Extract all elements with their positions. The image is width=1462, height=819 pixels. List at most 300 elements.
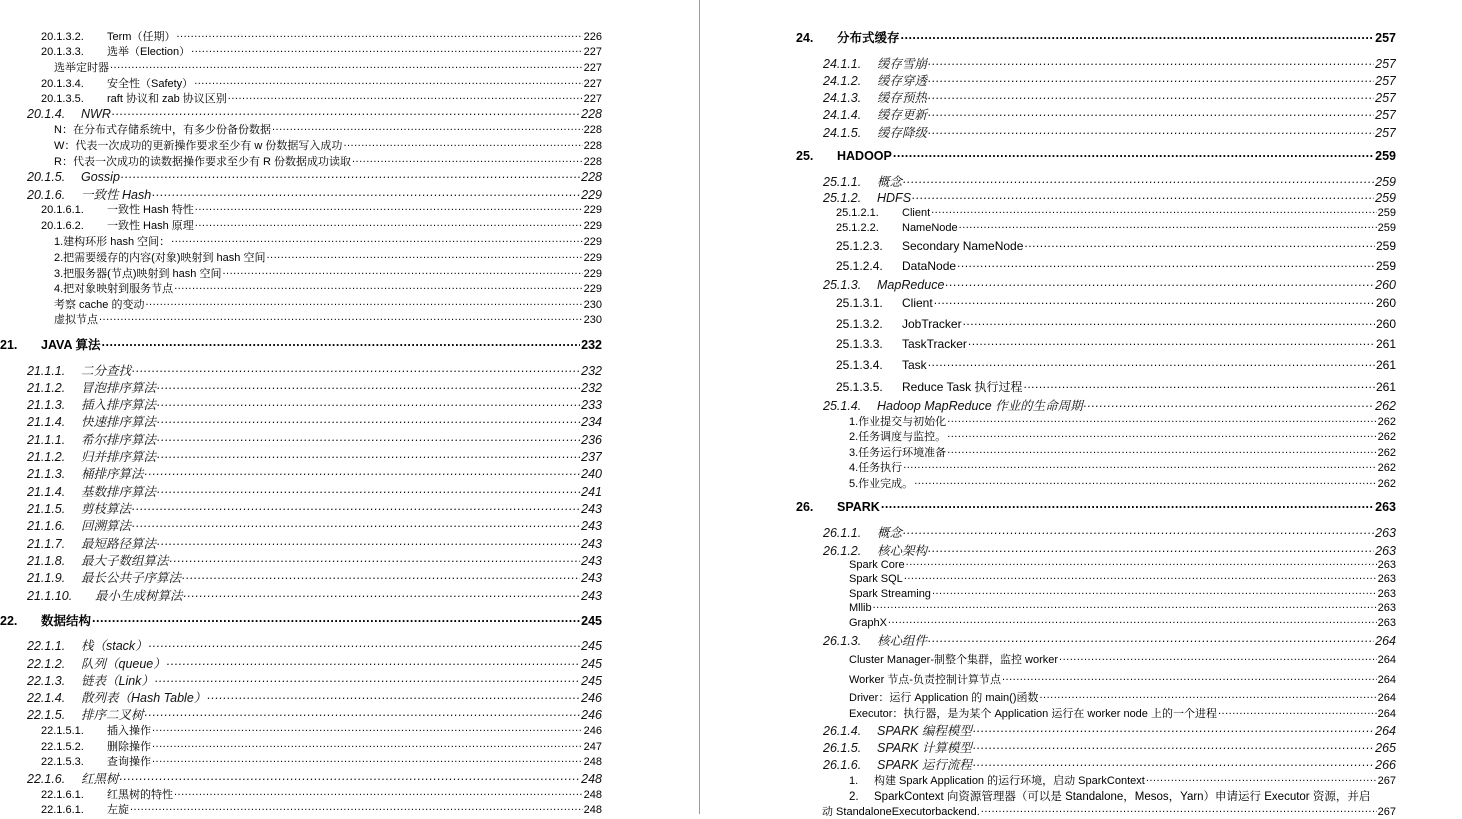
toc-entry-title: Executor：执行器，是为某个 Application 运行在 worker node 上的一个进程 bbox=[849, 708, 1217, 720]
toc-entry[interactable] bbox=[27, 568, 602, 586]
dot-leader bbox=[1024, 238, 1375, 250]
toc-entry[interactable] bbox=[849, 788, 1396, 804]
toc-entry[interactable] bbox=[849, 772, 1396, 788]
toc-page-number: 263 bbox=[1377, 559, 1396, 571]
toc-entry-number: 21.1.4. bbox=[27, 415, 66, 429]
toc-entry[interactable] bbox=[823, 189, 1396, 205]
toc-entry-title: 4.任务执行 bbox=[849, 462, 903, 474]
toc-page-number: 259 bbox=[1377, 207, 1396, 219]
toc-page-number: 227 bbox=[583, 62, 602, 74]
toc-entry-title: 散列表（Hash Table） bbox=[81, 691, 207, 705]
toc-entry-number: 21.1.10. bbox=[27, 589, 73, 603]
toc-entry-number: 25.1.2.1. bbox=[836, 207, 879, 219]
dot-leader bbox=[176, 29, 582, 40]
toc-page-number: 236 bbox=[581, 433, 602, 447]
dot-leader bbox=[981, 804, 1377, 815]
toc-entry[interactable] bbox=[27, 688, 602, 706]
toc-page-number: 232 bbox=[581, 364, 602, 378]
dot-leader bbox=[928, 125, 1374, 138]
toc-entry-number: 22. bbox=[0, 614, 18, 628]
toc-page-number: 267 bbox=[1377, 806, 1396, 818]
dot-leader bbox=[947, 429, 1376, 440]
toc-entry-number: 25.1.2. bbox=[823, 190, 862, 205]
toc-page-number: 228 bbox=[583, 156, 602, 168]
toc-entry[interactable] bbox=[823, 172, 1396, 190]
toc-entry[interactable] bbox=[41, 201, 602, 217]
toc-page-number: 245 bbox=[581, 639, 602, 653]
toc-entry-number: 20.1.3.3. bbox=[41, 46, 84, 58]
toc-page-number: 264 bbox=[1375, 724, 1396, 738]
toc-entry[interactable] bbox=[0, 611, 602, 629]
dot-leader bbox=[99, 312, 583, 323]
toc-entry-number: 26.1.3. bbox=[823, 634, 862, 648]
toc-entry[interactable] bbox=[823, 54, 1396, 72]
toc-page-number: 263 bbox=[1375, 499, 1396, 514]
toc-entry[interactable] bbox=[54, 249, 602, 265]
toc-entry-title: Cluster Manager-制整个集群，监控 worker bbox=[849, 654, 1059, 666]
dot-leader bbox=[152, 739, 583, 750]
dot-leader bbox=[152, 723, 583, 734]
toc-entry[interactable] bbox=[54, 233, 602, 249]
toc-entry-title: Secondary NameNode bbox=[902, 239, 1024, 253]
dot-leader bbox=[157, 449, 580, 462]
toc-page-number: 264 bbox=[1375, 634, 1396, 648]
toc-entry-number: 21.1.9. bbox=[27, 571, 66, 585]
dot-leader bbox=[272, 122, 583, 133]
toc-entry-title: NameNode bbox=[902, 222, 958, 234]
toc-entry[interactable] bbox=[823, 631, 1396, 649]
toc-entry[interactable] bbox=[27, 464, 602, 482]
toc-entry-title: 删除操作 bbox=[107, 741, 151, 753]
toc-entry[interactable] bbox=[823, 523, 1396, 541]
toc-entry-title: Term（任期） bbox=[107, 31, 176, 43]
toc-page-number: 260 bbox=[1375, 277, 1396, 292]
dot-leader bbox=[157, 432, 580, 445]
toc-page-number: 265 bbox=[1375, 741, 1396, 755]
toc-entry-title: 缓存更新 bbox=[877, 108, 928, 122]
dot-leader bbox=[888, 615, 1377, 626]
toc-page-number: 264 bbox=[1377, 674, 1396, 686]
toc-entry-title: 3.任务运行环境准备 bbox=[849, 447, 947, 459]
toc-entry[interactable] bbox=[849, 651, 1396, 667]
toc-page-number: 259 bbox=[1375, 190, 1396, 205]
toc-entry-number: 26.1.2. bbox=[823, 544, 862, 558]
toc-entry[interactable] bbox=[27, 586, 602, 604]
toc-entry-title: 选举（Election） bbox=[107, 46, 191, 58]
toc-entry[interactable] bbox=[27, 516, 602, 534]
toc-page-number: 241 bbox=[581, 485, 602, 499]
dot-leader bbox=[195, 202, 583, 213]
toc-entry[interactable] bbox=[849, 444, 1396, 460]
toc-entry-title: 缓存雪崩 bbox=[877, 57, 928, 71]
dot-leader bbox=[184, 588, 581, 601]
dot-leader bbox=[903, 174, 1374, 187]
toc-entry[interactable] bbox=[27, 395, 602, 413]
toc-page-number: 246 bbox=[581, 691, 602, 705]
toc-entry[interactable] bbox=[836, 238, 1396, 253]
toc-entry[interactable] bbox=[27, 534, 602, 552]
toc-page-number: 267 bbox=[1377, 775, 1396, 787]
toc-page-number: 229 bbox=[583, 283, 602, 295]
toc-page-number: 228 bbox=[583, 124, 602, 136]
toc-entry[interactable] bbox=[823, 738, 1396, 756]
dot-leader bbox=[957, 258, 1375, 270]
dot-leader bbox=[928, 357, 1375, 369]
toc-entry-number: 20.1.5. bbox=[27, 169, 66, 184]
toc-page-number: 261 bbox=[1375, 337, 1396, 351]
toc-entry[interactable] bbox=[54, 280, 602, 296]
dot-leader bbox=[931, 205, 1377, 216]
toc-entry-title: 栈（stack） bbox=[81, 639, 148, 653]
toc-entry-number: 26.1.5. bbox=[823, 741, 862, 755]
toc-entry[interactable] bbox=[849, 586, 1396, 600]
toc-entry[interactable] bbox=[823, 88, 1396, 106]
dot-leader bbox=[191, 44, 583, 55]
toc-entry-number: 25.1.3.2. bbox=[836, 317, 883, 331]
toc-entry[interactable] bbox=[823, 123, 1396, 141]
toc-page-number: 257 bbox=[1375, 91, 1396, 105]
toc-page-number: 228 bbox=[581, 169, 602, 184]
toc-entry-number: 24.1.5. bbox=[823, 126, 862, 140]
toc-entry[interactable] bbox=[27, 499, 602, 517]
toc-entry[interactable] bbox=[27, 769, 602, 787]
toc-entry[interactable] bbox=[836, 295, 1396, 310]
dot-leader bbox=[928, 633, 1374, 646]
toc-entry-title: 归并排序算法 bbox=[81, 450, 157, 464]
dot-leader bbox=[228, 91, 583, 102]
toc-entry-number: 25.1.3.5. bbox=[836, 380, 883, 394]
toc-page-number: 228 bbox=[581, 106, 602, 121]
toc-entry-title: 左旋 bbox=[107, 804, 129, 816]
toc-entry[interactable] bbox=[849, 689, 1396, 705]
toc-entry-title: 2.把需要缓存的内容(对象)映射到 hash 空间 bbox=[54, 252, 266, 264]
toc-page-number: 240 bbox=[581, 467, 602, 481]
toc-entry-title: 动 StandaloneExecutorbackend. bbox=[822, 806, 980, 818]
toc-entry-title: 4.把对象映射到服务节点 bbox=[54, 283, 174, 295]
toc-entry-number: 20.1.6.1. bbox=[41, 204, 84, 216]
toc-entry-number: 22.1.5.1. bbox=[41, 725, 84, 737]
toc-entry[interactable] bbox=[849, 459, 1396, 475]
dot-leader bbox=[903, 525, 1374, 538]
toc-page-number: 263 bbox=[1377, 617, 1396, 629]
dot-leader bbox=[914, 476, 1376, 487]
dot-leader bbox=[222, 266, 582, 277]
toc-entry-number: 21.1.6. bbox=[27, 519, 66, 533]
toc-entry[interactable] bbox=[796, 498, 1396, 514]
toc-entry-title: SPARK 运行流程 bbox=[877, 758, 972, 772]
toc-entry[interactable] bbox=[27, 412, 602, 430]
toc-entry[interactable] bbox=[849, 705, 1396, 721]
dot-leader bbox=[928, 73, 1374, 86]
toc-entry[interactable] bbox=[27, 636, 602, 654]
toc-entry-title: 桶排序算法 bbox=[81, 467, 144, 481]
toc-entry-number: 24. bbox=[796, 31, 814, 45]
dot-leader bbox=[881, 498, 1374, 511]
toc-entry[interactable] bbox=[823, 276, 1396, 292]
toc-entry[interactable] bbox=[27, 361, 602, 379]
toc-entry-title: MapReduce bbox=[877, 277, 945, 292]
toc-entry-number: 21.1.5. bbox=[27, 502, 66, 516]
toc-entry[interactable] bbox=[849, 413, 1396, 429]
toc-entry-title: 回溯算法 bbox=[81, 519, 132, 533]
toc-page-number: 263 bbox=[1377, 602, 1396, 614]
toc-entry-number: 25.1.4. bbox=[823, 399, 862, 413]
toc-entry[interactable] bbox=[41, 90, 602, 106]
toc-entry[interactable] bbox=[41, 801, 602, 817]
toc-entry[interactable] bbox=[836, 220, 1396, 234]
toc-page-number: 248 bbox=[581, 772, 602, 786]
toc-entry[interactable] bbox=[27, 705, 602, 723]
toc-page-number: 262 bbox=[1377, 478, 1396, 490]
toc-entry-number: 22.1.2. bbox=[27, 657, 66, 671]
toc-entry-number: 26.1.6. bbox=[823, 758, 862, 772]
toc-page-number: 263 bbox=[1377, 588, 1396, 600]
toc-entry[interactable] bbox=[823, 105, 1396, 123]
toc-entry[interactable] bbox=[823, 71, 1396, 89]
toc-entry[interactable] bbox=[27, 168, 602, 184]
toc-entry-number: 21.1.3. bbox=[27, 467, 66, 481]
toc-page-number: 232 bbox=[581, 338, 602, 352]
toc-entry-title: HADOOP bbox=[837, 148, 892, 163]
toc-entry[interactable] bbox=[27, 551, 602, 569]
toc-page-number: 248 bbox=[583, 789, 602, 801]
toc-entry-title: 一致性 Hash 原理 bbox=[107, 220, 194, 232]
toc-entry[interactable] bbox=[836, 378, 1396, 395]
toc-entry-number: 2. bbox=[849, 791, 859, 803]
toc-entry-number: 21.1.2. bbox=[27, 381, 66, 395]
toc-entry[interactable] bbox=[822, 803, 1396, 819]
toc-entry[interactable] bbox=[0, 335, 602, 353]
toc-entry-number: 21.1.1. bbox=[27, 364, 66, 378]
toc-entry-title: 最长公共子序算法 bbox=[81, 571, 182, 585]
toc-entry-title: DataNode bbox=[902, 259, 957, 273]
toc-entry-title: 缓存预热 bbox=[877, 91, 928, 105]
toc-entry[interactable] bbox=[27, 447, 602, 465]
toc-entry[interactable] bbox=[41, 217, 602, 233]
toc-entry[interactable] bbox=[849, 671, 1396, 687]
toc-entry-title: W：代表一次成功的更新操作要求至少有 w 份数据写入成功 bbox=[54, 140, 343, 152]
dot-leader bbox=[110, 60, 583, 71]
dot-leader bbox=[167, 656, 580, 669]
toc-entry[interactable] bbox=[54, 59, 602, 75]
toc-page-number: 243 bbox=[581, 589, 602, 603]
toc-entry-title: 核心组件 bbox=[877, 634, 928, 648]
toc-entry-number: 20.1.6. bbox=[27, 188, 66, 202]
toc-entry-title: 一致性 Hash bbox=[81, 188, 152, 202]
toc-entry[interactable] bbox=[849, 428, 1396, 444]
toc-page-number: 263 bbox=[1377, 573, 1396, 585]
toc-entry-title: SPARK bbox=[837, 499, 880, 514]
toc-entry[interactable] bbox=[27, 654, 602, 672]
dot-leader bbox=[130, 802, 583, 813]
toc-entry-title: 数据结构 bbox=[41, 614, 92, 628]
toc-page-number: 246 bbox=[583, 725, 602, 737]
toc-entry[interactable] bbox=[27, 430, 602, 448]
toc-entry[interactable] bbox=[41, 786, 602, 802]
toc-entry-title: Driver：运行 Application 的 main()函数 bbox=[849, 692, 1039, 704]
toc-entry-number: 24.1.3. bbox=[823, 91, 862, 105]
toc-page-number: 243 bbox=[581, 537, 602, 551]
dot-leader bbox=[893, 147, 1374, 160]
toc-entry[interactable] bbox=[54, 137, 602, 153]
toc-page-number: 245 bbox=[581, 614, 602, 628]
toc-page-number: 245 bbox=[581, 657, 602, 671]
toc-entry-title: 考察 cache 的变动 bbox=[54, 299, 145, 311]
dot-leader bbox=[904, 571, 1377, 582]
toc-page-number: 260 bbox=[1375, 317, 1396, 331]
toc-entry[interactable] bbox=[54, 311, 602, 327]
toc-entry-number: 25.1.3.3. bbox=[836, 337, 883, 351]
toc-entry-title: 一致性 Hash 特性 bbox=[107, 204, 194, 216]
dot-leader bbox=[928, 90, 1374, 103]
toc-entry-number: 22.1.5.3. bbox=[41, 756, 84, 768]
toc-entry-title: Client bbox=[902, 296, 933, 310]
toc-entry[interactable] bbox=[27, 482, 602, 500]
toc-page-number: 263 bbox=[1375, 544, 1396, 558]
dot-leader bbox=[120, 771, 581, 784]
toc-entry-title: SparkContext 向资源管理器（可以是 Standalone，Mesos，Yarn）申请运行 Executor 资源，并启 bbox=[874, 791, 1371, 803]
toc-entry[interactable] bbox=[54, 296, 602, 312]
toc-entry[interactable] bbox=[836, 336, 1396, 351]
toc-page-number: 230 bbox=[583, 314, 602, 326]
toc-entry-title: 2.任务调度与监控。 bbox=[849, 431, 947, 443]
toc-entry[interactable] bbox=[41, 75, 602, 91]
toc-entry[interactable] bbox=[823, 721, 1396, 739]
toc-entry[interactable] bbox=[54, 153, 602, 169]
toc-page-number: 229 bbox=[583, 252, 602, 264]
toc-entry[interactable] bbox=[27, 105, 602, 121]
toc-entry[interactable] bbox=[41, 738, 602, 754]
toc-entry-title: 概念 bbox=[877, 175, 903, 189]
toc-entry[interactable] bbox=[27, 378, 602, 396]
toc-entry[interactable] bbox=[54, 265, 602, 281]
toc-entry[interactable] bbox=[849, 600, 1396, 614]
toc-entry[interactable] bbox=[849, 475, 1396, 491]
toc-page-number: 243 bbox=[581, 554, 602, 568]
toc-entry-title: 1.建构环形 hash 空间： bbox=[54, 236, 171, 248]
dot-leader bbox=[973, 723, 1374, 736]
toc-page-number: 259 bbox=[1377, 222, 1396, 234]
toc-entry[interactable] bbox=[836, 316, 1396, 331]
dot-leader bbox=[171, 234, 583, 245]
dot-leader bbox=[174, 281, 582, 292]
toc-entry-title: JAVA 算法 bbox=[41, 338, 101, 352]
toc-entry-title: 安全性（Safety） bbox=[107, 78, 194, 90]
toc-entry[interactable] bbox=[849, 571, 1396, 585]
dot-leader bbox=[132, 518, 580, 531]
toc-entry[interactable] bbox=[796, 28, 1396, 46]
toc-entry-title: HDFS bbox=[877, 190, 912, 205]
toc-entry[interactable] bbox=[836, 205, 1396, 219]
toc-entry-number: 24.1.1. bbox=[823, 57, 862, 71]
dot-leader bbox=[112, 105, 580, 118]
toc-entry-title: 插入操作 bbox=[107, 725, 151, 737]
toc-page-number: 257 bbox=[1375, 108, 1396, 122]
toc-page-number: 229 bbox=[583, 220, 602, 232]
dot-leader bbox=[963, 316, 1375, 328]
toc-entry-number: 1. bbox=[849, 775, 859, 787]
toc-entry[interactable] bbox=[41, 753, 602, 769]
dot-leader bbox=[968, 336, 1375, 348]
toc-entry[interactable] bbox=[823, 396, 1396, 414]
toc-entry-title: 最小生成树算法 bbox=[95, 589, 183, 603]
dot-leader bbox=[266, 250, 582, 261]
toc-entry-number: 22.1.3. bbox=[27, 674, 66, 688]
toc-entry[interactable] bbox=[41, 28, 602, 44]
toc-entry-title: 缓存降级 bbox=[877, 126, 928, 140]
toc-entry-title: 希尔排序算法 bbox=[81, 433, 157, 447]
toc-entry-title: Gossip bbox=[81, 169, 120, 184]
toc-entry[interactable] bbox=[849, 557, 1396, 571]
dot-leader bbox=[157, 484, 580, 497]
dot-leader bbox=[207, 690, 580, 703]
toc-entry-number: 25.1.3.4. bbox=[836, 358, 883, 372]
toc-entry[interactable] bbox=[54, 121, 602, 137]
dot-leader bbox=[152, 754, 583, 765]
toc-entry[interactable] bbox=[849, 615, 1396, 629]
toc-entry-title: Reduce Task 执行过程 bbox=[902, 380, 1023, 394]
dot-leader bbox=[1218, 706, 1377, 717]
toc-entry-number: 22.1.5. bbox=[27, 708, 66, 722]
toc-page-number: 245 bbox=[581, 674, 602, 688]
toc-entry-title: 排序二叉树 bbox=[81, 708, 144, 722]
toc-entry[interactable] bbox=[41, 43, 602, 59]
toc-entry-title: N：在分布式存储系统中，有多少份备份数据 bbox=[54, 124, 271, 136]
toc-entry-number: 22.1.6. bbox=[27, 772, 66, 786]
toc-entry[interactable] bbox=[836, 258, 1396, 273]
toc-entry[interactable] bbox=[796, 147, 1396, 163]
dot-leader bbox=[959, 220, 1377, 231]
toc-entry-number: 21.1.4. bbox=[27, 485, 66, 499]
toc-entry[interactable] bbox=[41, 722, 602, 738]
dot-leader bbox=[1146, 773, 1377, 784]
toc-entry[interactable] bbox=[823, 755, 1396, 773]
toc-entry-number: 20.1.3.5. bbox=[41, 93, 84, 105]
toc-entry-title: Spark Streaming bbox=[849, 588, 931, 600]
toc-page-number: 227 bbox=[583, 46, 602, 58]
toc-entry-title: SPARK 计算模型 bbox=[877, 741, 972, 755]
dot-leader bbox=[901, 30, 1375, 43]
toc-page-number: 232 bbox=[581, 381, 602, 395]
toc-entry-title: NWR bbox=[81, 106, 111, 121]
toc-entry-title: 查询操作 bbox=[107, 756, 151, 768]
toc-entry[interactable] bbox=[836, 357, 1396, 372]
dot-leader bbox=[182, 570, 580, 583]
toc-entry-number: 21.1.8. bbox=[27, 554, 66, 568]
toc-entry-number: 25.1.3. bbox=[823, 277, 862, 292]
toc-page-number: 262 bbox=[1377, 447, 1396, 459]
toc-entry-number: 24.1.2. bbox=[823, 74, 862, 88]
dot-leader bbox=[155, 673, 580, 686]
dot-leader bbox=[152, 187, 580, 200]
toc-entry-number: 20.1.6.2. bbox=[41, 220, 84, 232]
toc-right-page bbox=[700, 0, 1462, 818]
toc-page-number: 243 bbox=[581, 519, 602, 533]
toc-entry-title: GraphX bbox=[849, 617, 887, 629]
toc-page-number: 259 bbox=[1375, 239, 1396, 253]
toc-page-number: 229 bbox=[583, 236, 602, 248]
dot-leader bbox=[932, 586, 1377, 597]
toc-entry[interactable] bbox=[27, 671, 602, 689]
dot-leader bbox=[1039, 690, 1376, 701]
dot-leader bbox=[352, 154, 583, 165]
dot-leader bbox=[174, 787, 583, 798]
toc-entry-title: TaskTracker bbox=[902, 337, 967, 351]
toc-page-number: 226 bbox=[583, 31, 602, 43]
dot-leader bbox=[947, 414, 1376, 425]
toc-page-number: 230 bbox=[583, 299, 602, 311]
toc-page-number: 264 bbox=[1377, 708, 1396, 720]
